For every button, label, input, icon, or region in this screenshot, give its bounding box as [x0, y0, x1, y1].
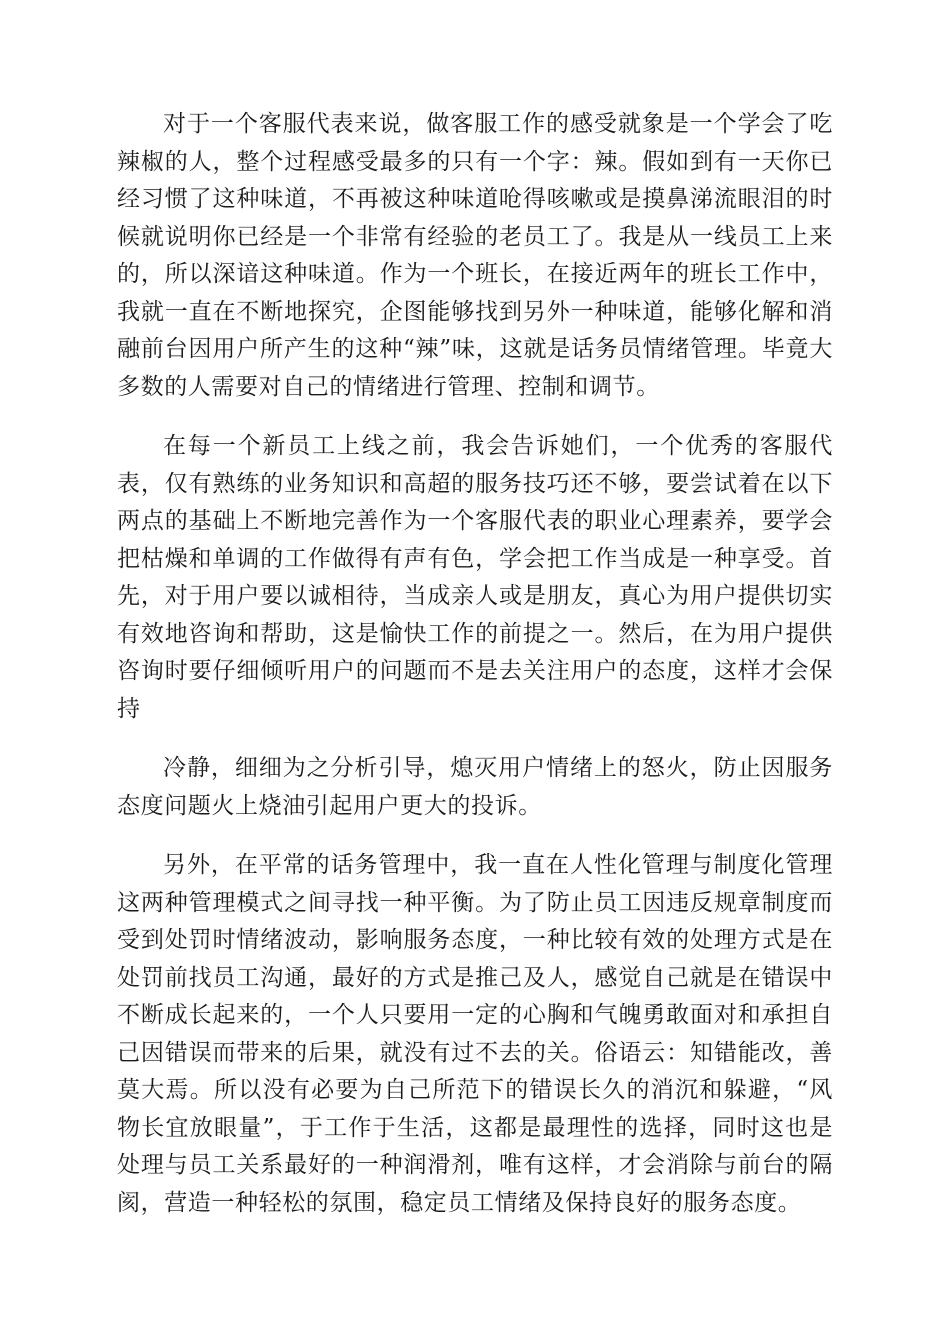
- paragraph-3: 冷静，细细为之分析引导，熄灭用户情绪上的怒火，防止因服务态度问题火上烧油引起用户更大的投诉。: [117, 755, 833, 819]
- paragraph-4: 另外，在平常的话务管理中，我一直在人性化管理与制度化管理这两种管理模式之间寻找一种平衡。为了防止员工因违反规章制度而受到处罚时情绪波动，影响服务态度，一种比较有效的处理方式是在处罚前找员工沟通，最好的方式是推己及人，感觉自己就是在错误中不断成长起来的，一个人只要用一定的心胸和气魄勇敢面对和承担自己因错误而带来的后果，就没有过不去的关。俗语云：知错能改，善莫大焉。所以没有必要为自己所范下的错误长久的消沉和躲避，“风物长宜放眼量”，于工作于生活，这都是最理性的选择，同时这也是处理与员工关系最好的一种润滑剂，唯有这样，才会消除与前台的隔阂，营造一种轻松的氛围，稳定员工情绪及保持良好的服务态度。: [117, 852, 833, 1216]
- document-body: [117, 106, 833, 1244]
- paragraph-2: 在每一个新员工上线之前，我会告诉她们，一个优秀的客服代表，仅有熟练的业务知识和高超的服务技巧还不够，要尝试着在以下两点的基础上不断地完善作为一个客服代表的职业心理素养，要学会把枯燥和单调的工作做得有声有色，学会把工作当成是一种享受。首先，对于用户要以诚相待，当成亲人或是朋友，真心为用户提供切实有效地咨询和帮助，这是愉快工作的前提之一。然后，在为用户提供咨询时要仔细倾听用户的问题而不是去关注用户的态度，这样才会保持: [117, 433, 833, 722]
- paragraph-1: 对于一个客服代表来说，做客服工作的感受就象是一个学会了吃辣椒的人，整个过程感受最多的只有一个字：辣。假如到有一天你已经习惯了这种味道，不再被这种味道呛得咳嗽或是摸鼻涕流眼泪的时候就说明你已经是一个非常有经验的老员工了。我是从一线员工上来的，所以深谙这种味道。作为一个班长，在接近两年的班长工作中，我就一直在不断地探究，企图能够找到另外一种味道，能够化解和消融前台因用户所产生的这种“辣”味，这就是话务员情绪管理。毕竟大多数的人需要对自己的情绪进行管理、控制和调节。: [117, 111, 833, 400]
